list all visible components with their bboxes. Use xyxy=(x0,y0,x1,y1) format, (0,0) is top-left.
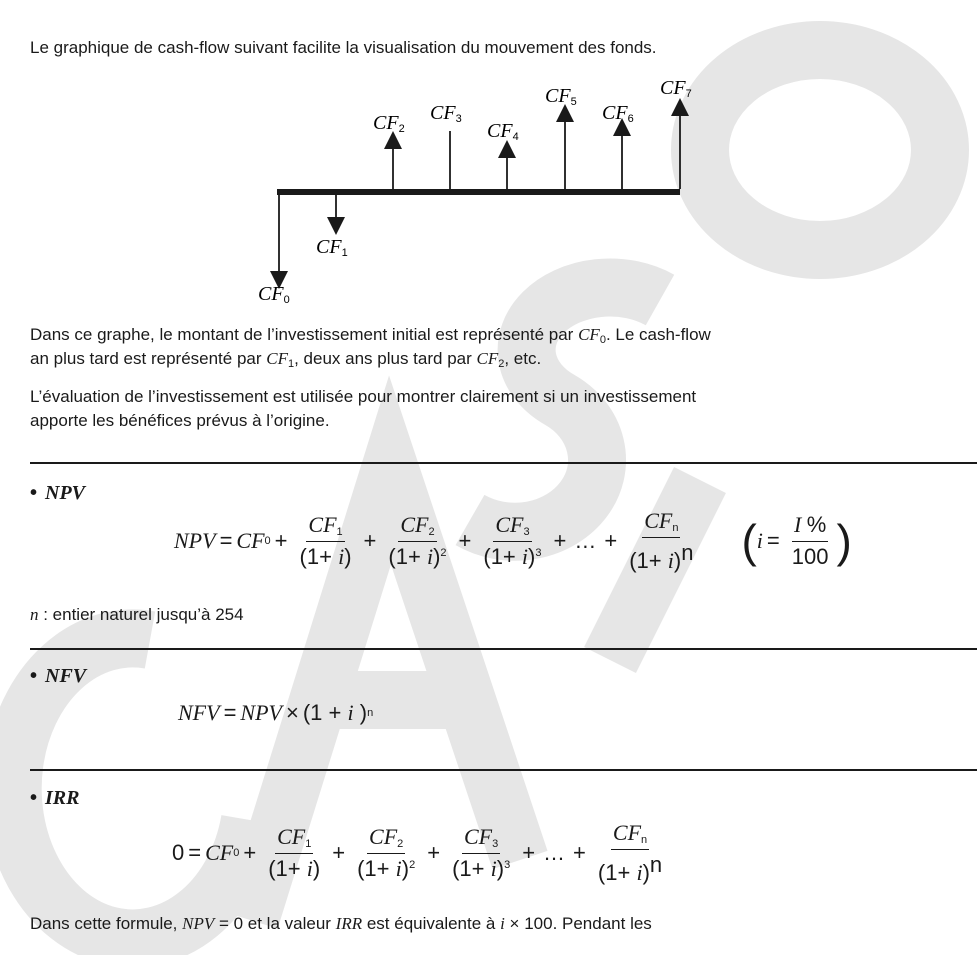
cf3-label: CF3 xyxy=(430,102,462,125)
section-divider xyxy=(30,462,977,464)
para2-line1: L’évaluation de l’investissement est utilisée pour montrer clairement si un investissement xyxy=(30,387,697,406)
cf1-label: CF1 xyxy=(316,236,348,259)
intro-text: Le graphique de cash-flow suivant facilite la visualisation du mouvement des fonds. xyxy=(30,38,657,57)
para2-line2: apporte les bénéfices prévus à l’origine. xyxy=(30,411,330,430)
nfv-heading: • NFV xyxy=(30,665,87,687)
cf7-label: CF7 xyxy=(660,77,692,100)
cf0-label: CF0 xyxy=(258,283,290,306)
cf2-label: CF2 xyxy=(373,112,405,135)
closing-line: Dans cette formule, NPV = 0 et la valeur IRR est équivalente à i × 100. Pendant les xyxy=(30,914,652,933)
cf5-label: CF5 xyxy=(545,85,577,108)
section-divider xyxy=(30,648,977,650)
para1-line1: Dans ce graphe, le montant de l’investissement initial est représenté par $CF_0$. Le cash-flow xyxy=(30,325,711,346)
npv-note: n : entier naturel jusqu’à 254 xyxy=(30,605,244,624)
cf6-label: CF6 xyxy=(602,102,634,125)
nfv-formula: NFV = NPV × (1 + i ) n xyxy=(178,700,374,725)
rate-condition: ( i = $\frac{I \%}{100}$ ) xyxy=(741,512,852,569)
para1-line2: an plus tard est représenté par $CF_1$, deux ans plus tard par $CF_2$, etc. xyxy=(30,349,542,370)
irr-formula: 0 = CF 0 + $\frac{CF_1}{(1+ i)}$ + $\frac{CF_2}{(1+ i)^2}$ + $\frac{CF_3}{(1+ i)^3}$ + … + $\frac{CF_n}{(1+ i)n}$ xyxy=(172,820,663,885)
section-divider xyxy=(30,769,977,771)
cashflow-diagram xyxy=(0,0,977,320)
timeline-bar xyxy=(277,189,680,195)
npv-heading: • NPV xyxy=(30,482,86,504)
irr-heading: • IRR xyxy=(30,787,80,809)
npv-formula: NPV = CF 0 + $\frac{CF_1}{(1+ i)}$ + $\frac{CF_2}{(1+ i)^2}$ + $\frac{CF_3}{(1+ i)^3}$ + … + $\frac{CF_n}{(1+ i)n}$ ( i = $\frac{I \%}{100}$ ) xyxy=(174,508,852,573)
cf4-label: CF4 xyxy=(487,120,519,143)
